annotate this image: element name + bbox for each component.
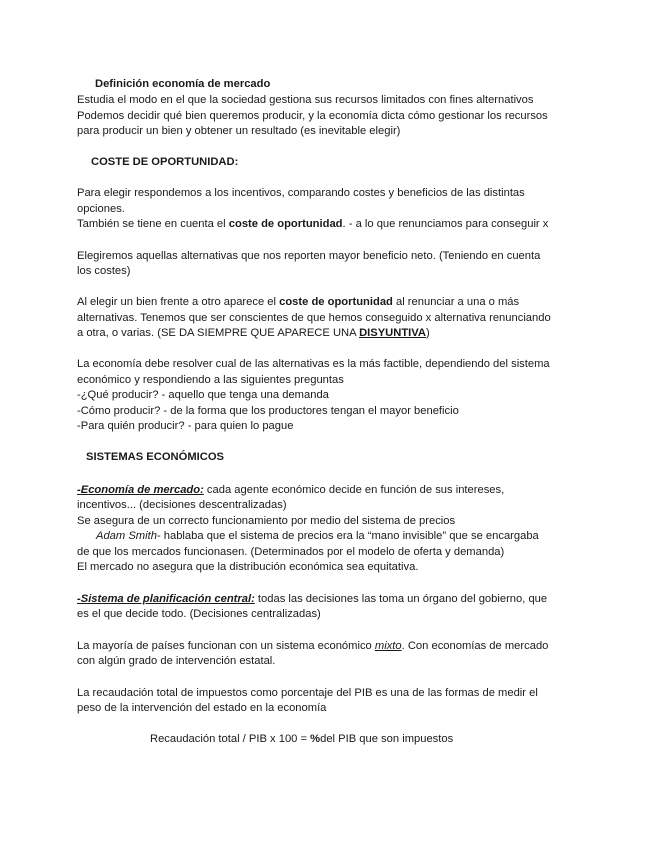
- paragraph-line: los costes): [77, 265, 131, 277]
- coste-oportunidad-term: coste de oportunidad: [279, 296, 393, 308]
- paragraph-line: de que los mercados funcionasen. (Determinados por el modelo de oferta y demanda): [77, 546, 505, 558]
- coste-heading: COSTE DE OPORTUNIDAD:: [91, 156, 239, 168]
- paragraph-line: opciones.: [77, 203, 125, 215]
- paragraph-line: La mayoría de países funcionan con un sistema económico mixto. Con economías de mercado: [77, 640, 549, 652]
- paragraph-line: Se asegura de un correcto funcionamiento por medio del sistema de precios: [77, 515, 456, 527]
- paragraph-line: -Sistema de planificación central: todas las decisiones las toma un órgano del gobierno, que: [77, 593, 548, 605]
- question-item: -Cómo producir? - de la forma que los productores tengan el mayor beneficio: [77, 405, 459, 417]
- paragraph-line: incentivos... (decisiones descentralizadas): [77, 499, 287, 511]
- paragraph-line: con algún grado de intervención estatal.: [77, 655, 276, 667]
- paragraph-line: Para elegir respondemos a los incentivos, comparando costes y beneficios de las distintas: [77, 187, 525, 199]
- paragraph-line: es el que decide todo. (Decisiones centralizadas): [77, 608, 321, 620]
- paragraph-line: La economía debe resolver cual de las alternativas es la más factible, dependiendo del sistema: [77, 358, 550, 370]
- paragraph-line: peso de la intervención del estado en la economía: [77, 702, 327, 714]
- paragraph-line: Elegiremos aquellas alternativas que nos reporten mayor beneficio neto. (Teniendo en cuenta: [77, 250, 541, 262]
- adam-smith-name: Adam Smith: [96, 530, 157, 542]
- economia-mercado-label: -Economía de mercado:: [77, 484, 204, 496]
- paragraph-line: Al elegir un bien frente a otro aparece el coste de oportunidad al renunciar a una o más: [77, 296, 520, 308]
- disyuntiva-term: DISYUNTIVA: [359, 327, 426, 339]
- formula-line: Recaudación total / PIB x 100 = %del PIB que son impuestos: [150, 733, 454, 745]
- paragraph-line: Adam Smith- hablaba que el sistema de precios era la “mano invisible” que se encargaba: [96, 530, 539, 542]
- sistemas-heading: SISTEMAS ECONÓMICOS: [86, 451, 224, 463]
- question-item: -Para quién producir? - para quien lo pague: [77, 420, 294, 432]
- coste-oportunidad-term: coste de oportunidad: [228, 218, 343, 230]
- paragraph-line: alternativas. Tenemos que ser conscientes de que hemos conseguido x alternativa renunciando: [77, 312, 551, 324]
- paragraph-line: a otra, o varias. (SE DA SIEMPRE QUE APARECE UNA DISYUNTIVA): [77, 327, 430, 339]
- paragraph-line: -Economía de mercado: cada agente económico decide en función de sus intereses,: [77, 484, 505, 496]
- paragraph-line: La recaudación total de impuestos como porcentaje del PIB es una de las formas de medir el: [77, 687, 538, 699]
- paragraph-line: El mercado no asegura que la distribución económica sea equitativa.: [77, 561, 419, 573]
- paragraph-line: Podemos decidir qué bien queremos producir, y la economía dicta cómo gestionar los recursos: [77, 110, 548, 122]
- paragraph-line: para producir un bien y obtener un resultado (es inevitable elegir): [77, 125, 401, 137]
- question-item: -¿Qué producir? - aquello que tenga una demanda: [77, 389, 329, 401]
- definition-heading: Definición economía de mercado: [95, 78, 271, 90]
- mixto-term: mixto: [374, 640, 402, 652]
- paragraph-line: Estudia el modo en el que la sociedad gestiona sus recursos limitados con fines alternativos: [77, 94, 534, 106]
- paragraph-line: También se tiene en cuenta el coste de oportunidad. - a lo que renunciamos para conseguir x: [77, 218, 549, 230]
- paragraph-line: económico y respondiendo a las siguientes preguntas: [77, 374, 344, 386]
- planificacion-central-label: -Sistema de planificación central:: [77, 593, 255, 605]
